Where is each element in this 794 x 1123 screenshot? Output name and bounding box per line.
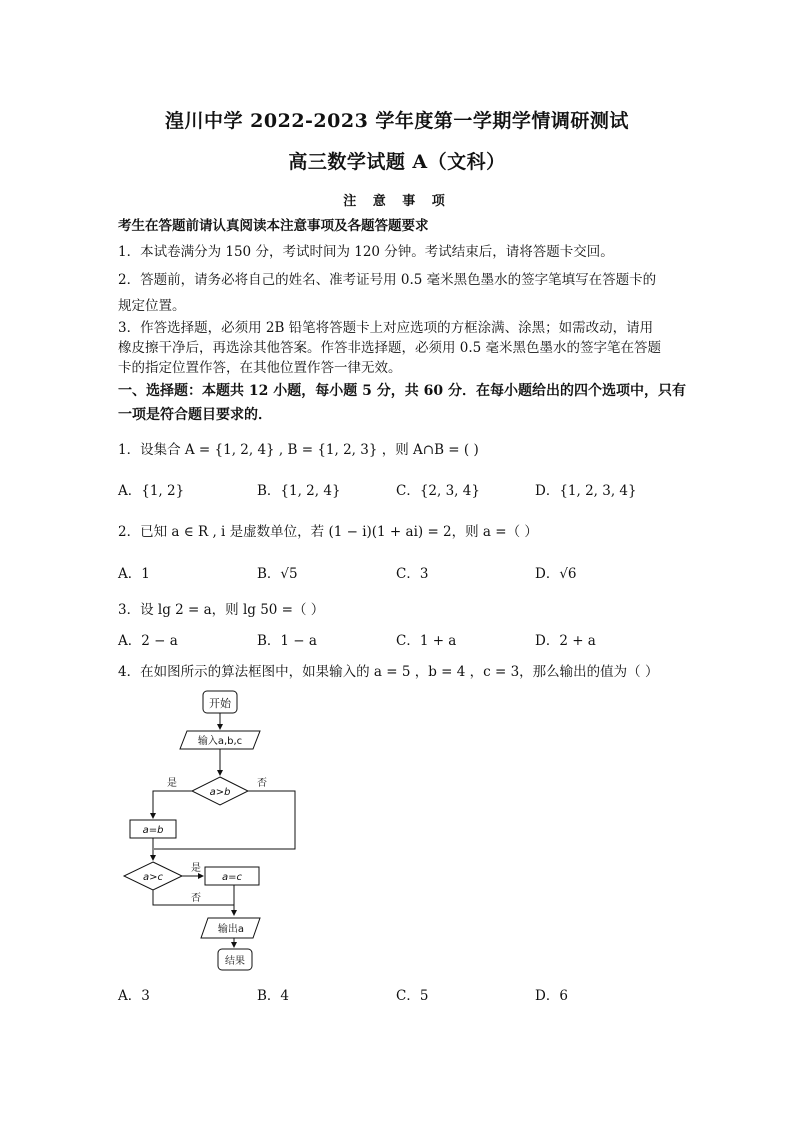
flowchart-input-label: 输入a,b,c (197, 736, 243, 747)
flowchart-assign-1-label: a=b (142, 825, 164, 836)
question-2-option-d[interactable]: D．√6 (535, 566, 577, 582)
question-1-stem: 1．设集合 A = {1, 2, 4} , B = {1, 2, 3} ，则 A∩B = ( ) (118, 442, 479, 458)
flowchart-yes-2: 是 (191, 863, 201, 874)
flowchart-assign-2-label: a=c (221, 872, 243, 883)
question-3-option-b[interactable]: B．1 − a (257, 633, 317, 649)
question-1-option-c[interactable]: C．{2, 3, 4} (396, 483, 480, 499)
flowchart-decision-2-label: a>c (142, 872, 164, 883)
flowchart-no-1: 否 (257, 778, 267, 789)
question-1-option-d[interactable]: D．{1, 2, 3, 4} (535, 483, 637, 499)
question-3-stem: 3．设 lg 2 = a，则 lg 50 =（ ） (118, 602, 325, 618)
flowchart-start-label: 开始 (209, 697, 231, 710)
flowchart-no-2: 否 (191, 893, 201, 904)
flowchart-yes-1: 是 (167, 778, 177, 789)
question-3-option-c[interactable]: C．1 + a (396, 633, 457, 649)
exam-subtitle: 高三数学试题 A（文科） (288, 151, 506, 173)
question-4-option-a[interactable]: A．3 (118, 988, 150, 1004)
question-4-option-d[interactable]: D．6 (535, 988, 568, 1004)
notice-item-3-line2: 橡皮擦干净后，再选涂其他答案。作答非选择题，必须用 0.5 毫米黑色墨水的签字笔在答题 (118, 340, 662, 356)
notice-item-2-line2: 规定位置。 (118, 298, 186, 314)
notice-item-3-line1: 3．作答选择题，必须用 2B 铅笔将答题卡上对应选项的方框涂满、涂黑；如需改动，请用 (118, 320, 654, 336)
question-3-option-d[interactable]: D．2 + a (535, 633, 596, 649)
section-heading-line1: 一、选择题：本题共 12 小题，每小题 5 分，共 60 分．在每小题给出的四个选项中，只有 (118, 383, 686, 399)
flowchart-decision-1-label: a>b (209, 787, 231, 798)
flowchart-output-label: 输出a (217, 924, 245, 935)
exam-title: 湟川中学 2022-2023 学年度第一学期学情调研测试 (165, 110, 629, 132)
question-4-option-c[interactable]: C．5 (396, 988, 429, 1004)
question-2-option-b[interactable]: B．√5 (257, 566, 298, 582)
section-heading-line2: 一项是符合题目要求的． (118, 407, 272, 423)
question-2-option-a[interactable]: A．1 (118, 566, 150, 582)
notice-heading: 注 意 事 项 (343, 194, 451, 209)
question-4-stem: 4．在如图所示的算法框图中，如果输入的 a = 5 ，b = 4 ，c = 3，那么输出的值为（ ） (118, 664, 659, 680)
question-1-option-b[interactable]: B．{1, 2, 4} (257, 483, 341, 499)
algorithm-flowchart (110, 685, 310, 975)
question-3-option-a[interactable]: A．2 − a (118, 633, 178, 649)
notice-item-2-line1: 2．答题前，请务必将自己的姓名、准考证号用 0.5 毫米黑色墨水的签字笔填写在答题卡的 (118, 272, 657, 288)
notice-item-3-line3: 卡的指定位置作答，在其他位置作答一律无效。 (118, 360, 402, 376)
question-2-option-c[interactable]: C．3 (396, 566, 429, 582)
notice-intro: 考生在答题前请认真阅读本注意事项及各题答题要求 (118, 218, 429, 234)
question-2-stem: 2．已知 a ∈ R , i 是虚数单位，若 (1 − i)(1 + ai) = 2，则 a =（ ） (118, 524, 538, 540)
notice-item-1: 1．本试卷满分为 150 分，考试时间为 120 分钟。考试结束后，请将答题卡交回。 (118, 244, 614, 260)
flowchart-end-label: 结果 (225, 956, 245, 967)
question-1-option-a[interactable]: A．{1, 2} (118, 483, 185, 499)
question-4-option-b[interactable]: B．4 (257, 988, 290, 1004)
